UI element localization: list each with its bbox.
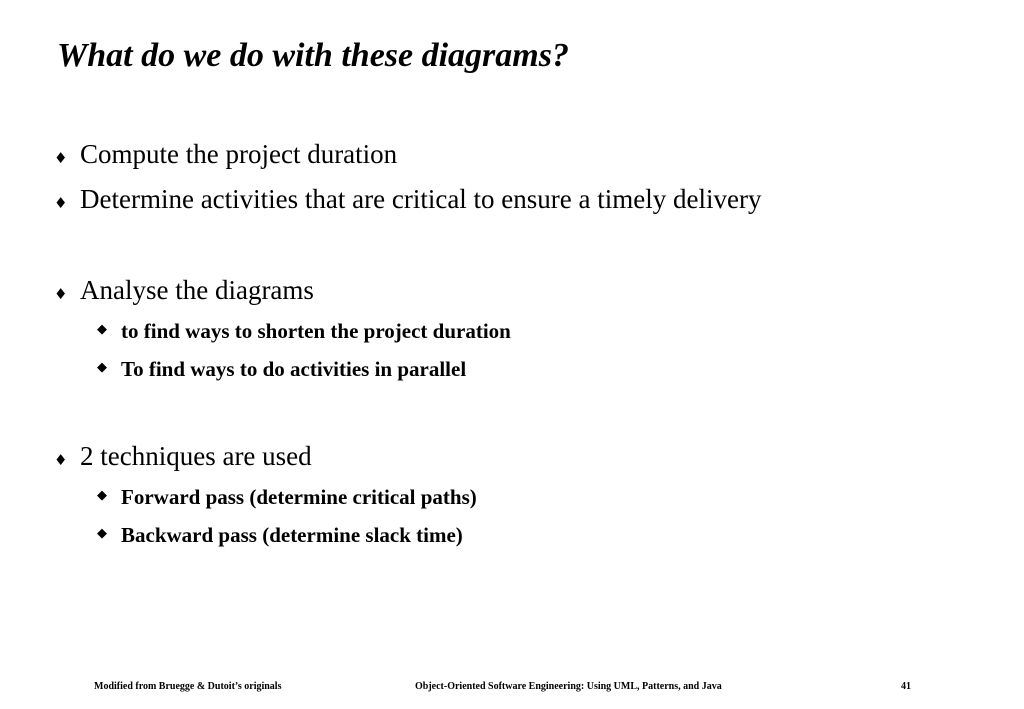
- bullet-item: [54, 442, 312, 472]
- diamond-bullet-icon: ♦: [54, 451, 68, 469]
- sub-bullet-text: Forward pass (determine critical paths): [121, 485, 477, 509]
- diamond-sub-bullet-icon: ◆: [97, 488, 107, 503]
- diamond-sub-bullet-icon: ◆: [97, 322, 107, 337]
- sub-bullet-item: [97, 320, 511, 343]
- sub-bullet-item: [97, 486, 477, 509]
- diamond-sub-bullet-icon: ◆: [97, 526, 107, 541]
- sub-bullet-text: Backward pass (determine slack time): [121, 523, 463, 547]
- bullet-text: Compute the project duration: [80, 139, 398, 169]
- diamond-bullet-icon: ♦: [54, 285, 68, 303]
- footer-course-title: Object-Oriented Software Engineering: Using UML, Patterns, and Java: [415, 681, 722, 692]
- bullet-text: 2 techniques are used: [80, 441, 312, 471]
- bullet-item: [54, 276, 314, 306]
- diamond-bullet-icon: ♦: [54, 149, 68, 167]
- bullet-item: [54, 140, 397, 170]
- sub-bullet-item: [97, 524, 463, 547]
- slide-title: What do we do with these diagrams?: [57, 37, 569, 74]
- bullet-text: Determine activities that are critical to ensure a timely delivery: [80, 184, 762, 214]
- footer-credit: Modified from Bruegge & Dutoit’s originals: [94, 681, 282, 692]
- diamond-sub-bullet-icon: ◆: [97, 360, 107, 375]
- diamond-bullet-icon: ♦: [54, 194, 68, 212]
- bullet-item: [54, 185, 761, 215]
- sub-bullet-text: to find ways to shorten the project duration: [121, 319, 511, 343]
- footer-page-number: 41: [901, 681, 911, 692]
- sub-bullet-item: [97, 358, 466, 381]
- bullet-text: Analyse the diagrams: [80, 275, 314, 305]
- sub-bullet-text: To find ways to do activities in parallel: [121, 357, 467, 381]
